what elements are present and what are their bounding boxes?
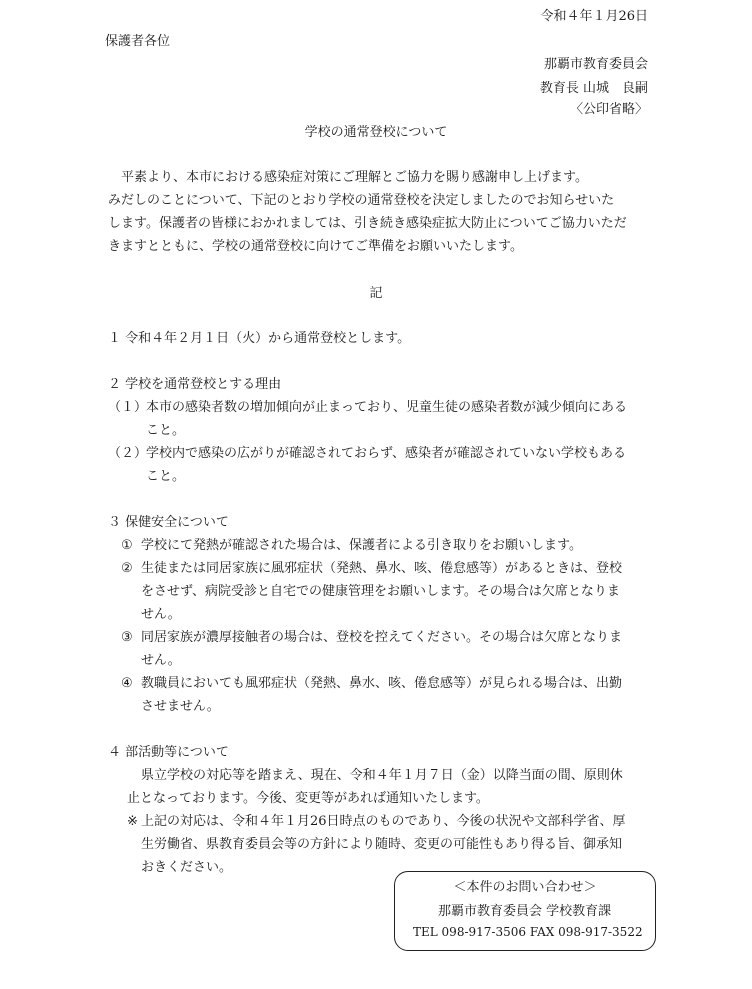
contact-organization: 那覇市教育委員会 学校教育課 bbox=[438, 904, 612, 919]
safety-4-text-cont: させません。 bbox=[141, 699, 220, 714]
intro-line: します。保護者の皆様におかれましては、引き続き感染症拡大防止についてご協力いただ bbox=[108, 216, 627, 231]
contact-phone: TEL 098-917-3506 FAX 098-917-3522 bbox=[413, 925, 643, 939]
safety-1-text: 学校にて発熱が確認された場合は、保護者による引き取りをお願いします。 bbox=[141, 538, 582, 553]
safety-3-text: 同居家族が濃厚接触者の場合は、登校を控えてください。その場合は欠席となりま bbox=[141, 630, 623, 645]
intro-line: きますとともに、学校の通常登校に向けてご準備をお願いいたします。 bbox=[108, 239, 523, 254]
section-2-heading: ２ 学校を通常登校とする理由 bbox=[108, 377, 282, 392]
recipient: 保護者各位 bbox=[105, 34, 171, 49]
safety-4-marker: ④ bbox=[121, 676, 133, 691]
safety-2-text-cont: をさせず、病院受診と自宅での健康管理をお願いします。その場合は欠席となりま bbox=[141, 584, 620, 599]
club-activity-text: 県立学校の対応等を踏まえ、現在、令和４年１月７日（金）以降当面の間、原則休 bbox=[141, 768, 623, 783]
document-date: 令和４年１月26日 bbox=[540, 9, 648, 24]
note-text-cont: おきください。 bbox=[141, 860, 233, 875]
contact-heading: ＜本件のお問い合わせ＞ bbox=[453, 880, 597, 895]
safety-4-text: 教職員においても風邪症状（発熱、鼻水、咳、倦怠感等）が見られる場合は、出勤 bbox=[141, 676, 623, 691]
note-text-cont: 生労働省、県教育委員会等の方針により随時、変更の可能性もあり得る旨、御承知 bbox=[141, 837, 623, 852]
intro-line: みだしのことについて、下記のとおり学校の通常登校を決定しましたのでお知らせいた bbox=[108, 193, 615, 208]
safety-3-text-cont: せん。 bbox=[141, 653, 181, 668]
reason-1-text: 本市の感染者数の増加傾向が止まっており、児童生徒の感染者数が減少傾向にある bbox=[146, 400, 628, 415]
section-1-heading: １ 令和４年２月１日（火）から通常登校とします。 bbox=[108, 331, 411, 346]
contact-box bbox=[394, 871, 656, 951]
safety-1-marker: ① bbox=[121, 538, 133, 553]
section-3-heading: ３ 保健安全について bbox=[108, 515, 229, 530]
seal-note: 〈公印省略〉 bbox=[569, 102, 648, 117]
document-title: 学校の通常登校について bbox=[304, 125, 448, 140]
ki-heading: 記 bbox=[369, 286, 383, 301]
sender-organization: 那覇市教育委員会 bbox=[543, 57, 648, 72]
reason-1-text-cont: こと。 bbox=[146, 423, 186, 438]
safety-3-marker: ③ bbox=[121, 630, 133, 645]
sender-name: 教育長 山城 良嗣 bbox=[539, 81, 648, 96]
section-4-heading: ４ 部活動等について bbox=[108, 745, 229, 760]
reason-2-text-cont: こと。 bbox=[146, 469, 186, 484]
safety-2-text-cont: せん。 bbox=[141, 607, 181, 622]
reason-2-text: 学校内で感染の広がりが確認されておらず、感染者が確認されていない学校もある bbox=[146, 446, 626, 461]
reason-1-marker: （１） bbox=[108, 400, 148, 415]
reason-2-marker: （２） bbox=[108, 446, 148, 461]
safety-2-marker: ② bbox=[121, 561, 133, 576]
club-activity-text-cont: 止となっております。今後、変更等があれば通知いたします。 bbox=[127, 791, 489, 806]
intro-line: 平素より、本市における感染症対策にご理解とご協力を賜り感謝申し上げます。 bbox=[121, 170, 588, 185]
note-marker: ※ bbox=[127, 814, 138, 829]
safety-2-text: 生徒または同居家族に風邪症状（発熱、鼻水、咳、倦怠感等）があるときは、登校 bbox=[141, 561, 623, 576]
note-text: 上記の対応は、令和４年１月26日時点のものであり、今後の状況や文部科学省、厚 bbox=[141, 814, 626, 829]
